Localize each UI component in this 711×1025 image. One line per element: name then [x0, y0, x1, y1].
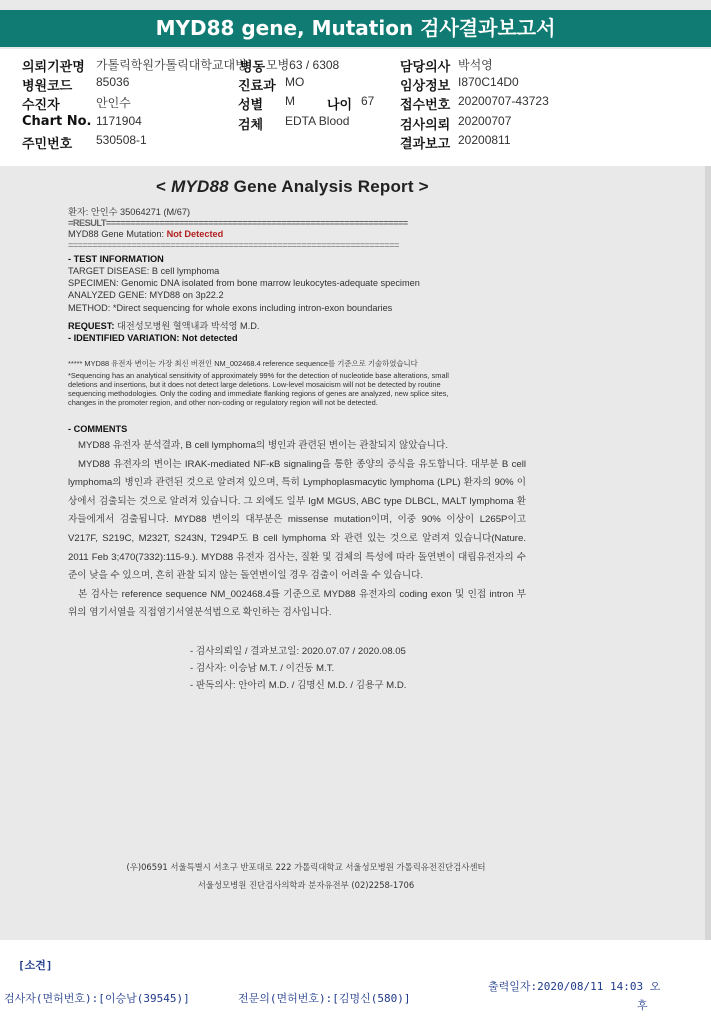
sex-value: M — [285, 94, 295, 108]
receipt-no-label: 접수번호 — [400, 98, 451, 113]
report-heading-gene: MYD88 — [171, 177, 229, 196]
attending-value: 박석영 — [458, 58, 493, 72]
specimen-line: SPECIMEN: Genomic DNA isolated from bone marrow leukocytes-adequate specimen — [68, 278, 420, 288]
specialist-license: 전문의(면허번호):[김명신(580)] — [238, 992, 411, 1005]
specimen-label: 검체 — [238, 118, 264, 133]
receipt-no-value: 20200707-43723 — [458, 94, 549, 108]
sex-label: 성별 — [238, 98, 264, 113]
chart-no-label: Chart No. — [22, 114, 92, 129]
page-scrollbar[interactable] — [705, 166, 711, 1016]
report-heading-prefix: < — [156, 177, 172, 196]
print-ampm-tail: 후 — [637, 999, 648, 1012]
sequencing-note-2: deletions and insertions, but it does not detect large deletions. Low-level mosaicism will not be detected by routine — [68, 380, 441, 389]
test-request-value: 20200707 — [458, 114, 512, 128]
gene-analysis-report — [56, 175, 526, 695]
requesting-institution-value: 가톨릭학원가톨릭대학교대병 — [96, 58, 247, 72]
report-heading-suffix: Gene Analysis Report > — [228, 177, 429, 196]
comments-header: - COMMENTS — [68, 424, 128, 434]
department-label: 진료과 — [238, 79, 276, 94]
print-datetime: 출력일자:2020/08/11 14:03 오 — [488, 980, 661, 993]
rrn-label: 주민번호 — [22, 137, 73, 152]
comments-body — [68, 437, 526, 623]
header-row-4 — [0, 114, 711, 132]
opinion-label: [소견] — [18, 959, 53, 972]
request-line — [68, 318, 259, 332]
sequencing-note-4: changes in the promoter region, and other non-coding or regulatory region will not be detected. — [68, 398, 378, 407]
mutation-result — [68, 229, 223, 239]
specimen-value: EDTA Blood — [285, 114, 350, 128]
result-separator: ==================================================================== — [68, 240, 399, 250]
recipient-value: 안인수 — [96, 96, 131, 110]
analyzed-gene: ANALYZED GENE: MYD88 on 3p22.2 — [68, 290, 224, 300]
result-report-value: 20200811 — [458, 133, 511, 147]
age-label: 나이 — [327, 98, 353, 113]
clinical-info-label: 임상정보 — [400, 79, 451, 94]
signature-technicians: - 검사자: 이승남 M.T. / 이건동 M.T. — [190, 663, 335, 674]
report-title-bar — [0, 10, 711, 47]
target-disease: TARGET DISEASE: B cell lymphoma — [68, 266, 220, 276]
sequencing-note-3: sequencing methodologies. Only the coding and immediate flanking regions of genes are analyzed, new splice sites, — [68, 389, 449, 398]
ward-value: 모병63 / 6308 — [266, 58, 340, 72]
hospital-code-value: 85036 — [96, 75, 130, 89]
ward-label: 병동 — [240, 60, 266, 75]
comment-paragraph-1: MYD88 유전자 분석결과, B cell lymphoma의 병인과 관련된 변이는 관찰되지 않았습니다. — [78, 440, 448, 451]
examiner-license: 검사자(면허번호):[이승남(39545)] — [4, 992, 190, 1005]
patient-line: 환자: 안인수 35064271 (M/67) — [68, 207, 191, 217]
chart-no-value: 1171904 — [96, 114, 142, 128]
recipient-label: 수진자 — [22, 98, 60, 113]
department-value: MO — [285, 75, 305, 89]
signature-dates: - 검사의뢰일 / 결과보고일: 2020.07.07 / 2020.08.05 — [190, 646, 406, 657]
identified-variation: - IDENTIFIED VARIATION: Not detected — [68, 333, 238, 343]
sequencing-note-1: *Sequencing has an analytical sensitivity of approximately 99% for the detection of nucleotide base alterations, small — [68, 371, 449, 380]
reference-note: ***** MYD88 유전자 변이는 가장 최신 버전인 NM_002468.4 reference sequence를 기준으로 기술하였습니다 — [68, 359, 418, 368]
footer-address-2: 서울성모병원 진단검사의학과 분자유전부 (02)2258-1706 — [197, 880, 415, 890]
attending-label: 담당의사 — [400, 60, 451, 75]
result-report-label: 결과보고 — [400, 137, 451, 152]
request-label: REQUEST: — [68, 321, 115, 331]
clinical-info-value: I870C14D0 — [458, 75, 519, 89]
report-title: MYD88 gene, Mutation 검사결과보고서 — [155, 16, 556, 40]
method-line: METHOD: *Direct sequencing for whole exons including intron-exon boundaries — [68, 303, 393, 313]
report-heading — [156, 177, 429, 197]
age-value: 67 — [361, 94, 375, 108]
requesting-institution-label: 의뢰기관명 — [22, 60, 85, 75]
rrn-value: 530508-1 — [96, 133, 147, 147]
comment-paragraph-2: MYD88 유전자의 변이는 IRAK-mediated NF-κB signaling을 통한 종양의 증식을 유도합니다. 대부분 B cell lymphoma의 병인과 관련된 것으로 알려져 있으며, 특히 Lymphoplasmacytic lymphoma (LPL) 환자의 90% 이상에서 검출되는 것으로 알려져 있습니다. 그 외에도 일부 IgM MGUS, ABC type DLBCL, MALT lymphoma 환자들에게서 검출됩니다. MYD88 변이의 대부분은 missense mutation이며, 이중 90% 이상이 L265P이고 V217F, S219C, M232T, S243N, T294P도 B cell lymphoma 와 관련 있는 것으로 알려져 있습니다(Nature. 2011 Feb 3;470(7332):115-9.). MYD88 유전자 검사는, 질환 및 검체의 특성에 따라 돌연변이 대립유전자의 수준이 낮을 수 있으며, 흔히 관찰 되지 않는 돌연변이일 경우 검출이 어려울 수 있습니다. — [68, 458, 526, 582]
comment-paragraph-3: 본 검사는 reference sequence NM_002468.4를 기준으로 MYD88 유전자의 coding exon 및 인접 intron 부위의 염기서열을 직접염기서열분석법으로 확인하는 검사입니다. — [68, 588, 526, 619]
signature-physicians: - 판독의사: 안아리 M.D. / 김명신 M.D. / 김용구 M.D. — [190, 680, 407, 691]
mutation-value: Not Detected — [166, 229, 224, 239]
header-row-2 — [0, 75, 711, 93]
hospital-code-label: 병원코드 — [22, 79, 73, 94]
test-info-header: - TEST INFORMATION — [68, 254, 164, 264]
bottom-panel — [0, 940, 711, 1025]
mutation-label: MYD88 Gene Mutation: — [68, 229, 167, 239]
result-header: =RESULT============================================================== — [68, 218, 408, 228]
header-row-5 — [0, 133, 711, 151]
header-row-3 — [0, 94, 711, 112]
patient-header — [0, 49, 711, 166]
test-request-label: 검사의뢰 — [400, 118, 451, 133]
footer-address-1: (우)06591 서울특별시 서초구 반포대로 222 가톨릭대학교 서울성모병원 가톨릭유전진단검사센터 — [126, 862, 486, 872]
header-row-1 — [0, 56, 711, 74]
request-value: 대전성모병원 혈액내과 박석영 M.D. — [114, 321, 260, 331]
